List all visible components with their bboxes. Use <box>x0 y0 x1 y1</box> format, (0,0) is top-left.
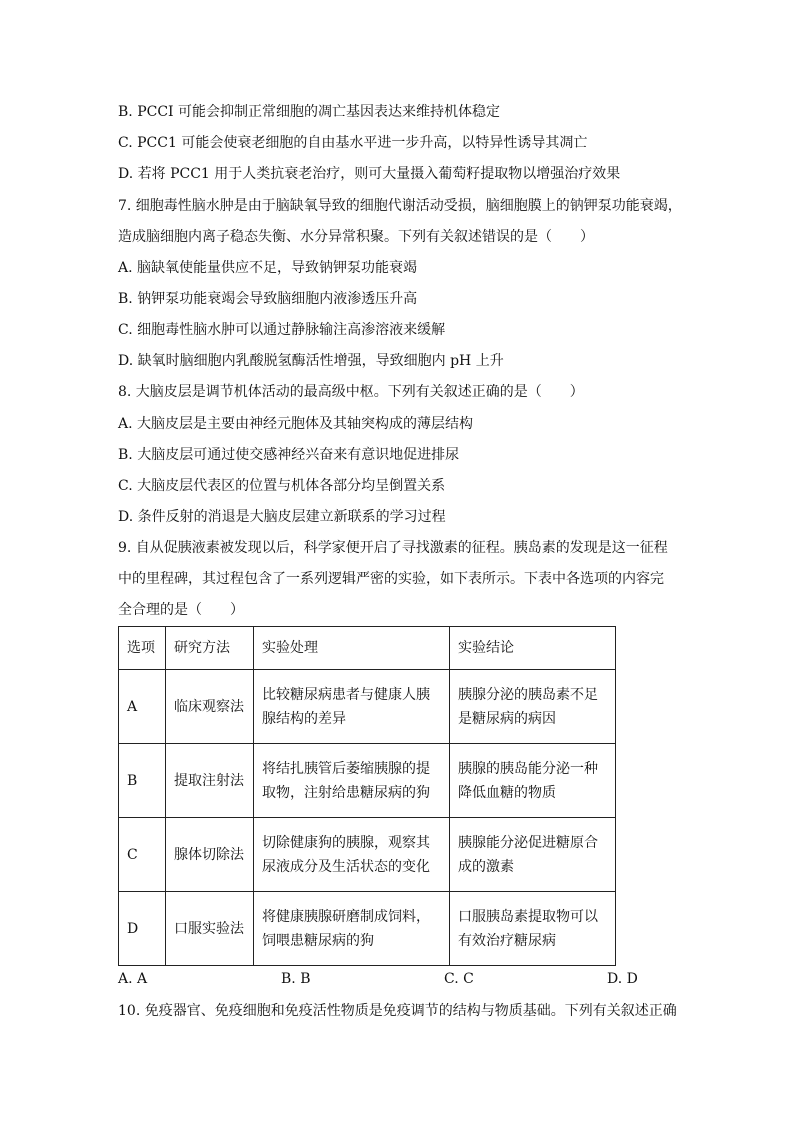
q6-option-d: D. 若将 PCC1 用于人类抗衰老治疗，则可大量摄入葡萄籽提取物以增强治疗效果 <box>118 166 621 182</box>
row-option: A <box>119 670 166 744</box>
table-row <box>119 892 616 966</box>
treatment-line: 饲喂患糖尿病的狗 <box>262 932 374 949</box>
q6-option-b: B. PCCI 可能会抑制正常细胞的凋亡基因表达来维持机体稳定 <box>118 104 501 120</box>
header-treatment: 实验处理 <box>254 627 450 670</box>
q7-option-a: A. 脑缺氧使能量供应不足，导致钠钾泵功能衰竭 <box>118 260 418 276</box>
row-treatment <box>254 892 450 966</box>
q7-option-c: C. 细胞毒性脑水肿可以通过静脉输注高渗溶液来缓解 <box>118 322 446 338</box>
row-option: D <box>119 892 166 966</box>
conclusion-line: 口服胰岛素提取物可以 <box>458 908 598 925</box>
row-method: 口服实验法 <box>166 892 254 966</box>
q8-option-d: D. 条件反射的消退是大脑皮层建立新联系的学习过程 <box>118 509 446 525</box>
experiment-table <box>118 626 616 966</box>
answer-option-d: D. D <box>607 971 638 987</box>
table-header-row <box>119 627 616 670</box>
q7-stem-line2: 造成脑细胞内离子稳态失衡、水分异常积聚。下列有关叙述错误的是（ ） <box>118 229 594 245</box>
answer-option-b: B. B <box>281 971 311 987</box>
row-option: B <box>119 744 166 818</box>
treatment-line: 取物，注射给患糖尿病的狗 <box>262 784 430 801</box>
q7-stem-line1: 7. 细胞毒性脑水肿是由于脑缺氧导致的细胞代谢活动受损，脑细胞膜上的钠钾泵功能衰竭， <box>118 198 682 214</box>
q9-answer-options <box>118 969 638 989</box>
header-option: 选项 <box>119 627 166 670</box>
table-row <box>119 818 616 892</box>
row-method: 临床观察法 <box>166 670 254 744</box>
q8-option-a: A. 大脑皮层是主要由神经元胞体及其轴突构成的薄层结构 <box>118 416 474 432</box>
row-treatment <box>254 818 450 892</box>
q10-stem-line1: 10. 免疫器官、免疫细胞和免疫活性物质是免疫调节的结构与物质基础。下列有关叙述正确 <box>118 1003 677 1019</box>
row-option: C <box>119 818 166 892</box>
conclusion-line: 胰腺分泌的胰岛素不足 <box>458 686 598 703</box>
treatment-line: 将健康胰腺研磨制成饲料， <box>262 908 430 925</box>
table-row <box>119 744 616 818</box>
row-method: 腺体切除法 <box>166 818 254 892</box>
conclusion-line: 胰腺能分泌促进糖原合 <box>458 834 598 851</box>
conclusion-line: 成的激素 <box>458 858 514 875</box>
conclusion-line: 有效治疗糖尿病 <box>458 932 556 949</box>
row-conclusion <box>450 744 616 818</box>
treatment-line: 尿液成分及生活状态的变化 <box>262 858 430 875</box>
q9-stem-line1: 9. 自从促胰液素被发现以后，科学家便开启了寻找激素的征程。胰岛素的发现是这一征程 <box>118 540 668 556</box>
q8-option-b: B. 大脑皮层可通过使交感神经兴奋来有意识地促进排尿 <box>118 447 460 463</box>
conclusion-line: 胰腺的胰岛能分泌一种 <box>458 760 598 777</box>
q7-option-d: D. 缺氧时脑细胞内乳酸脱氢酶活性增强，导致细胞内 pH 上升 <box>118 353 504 369</box>
answer-option-c: C. C <box>444 971 474 987</box>
treatment-line: 腺结构的差异 <box>262 710 346 727</box>
q7-option-b: B. 钠钾泵功能衰竭会导致脑细胞内液渗透压升高 <box>118 291 418 307</box>
treatment-line: 比较糖尿病患者与健康人胰 <box>262 686 430 703</box>
answer-option-a: A. A <box>118 971 148 987</box>
row-conclusion <box>450 818 616 892</box>
header-conclusion: 实验结论 <box>450 627 616 670</box>
row-conclusion <box>450 670 616 744</box>
row-conclusion <box>450 892 616 966</box>
treatment-line: 切除健康狗的胰腺，观察其 <box>262 834 430 851</box>
q6-option-c: C. PCC1 可能会使衰老细胞的自由基水平进一步升高，以特异性诱导其凋亡 <box>118 135 588 151</box>
q9-stem-line2: 中的里程碑，其过程包含了一系列逻辑严密的实验，如下表所示。下表中各选项的内容完 <box>118 571 664 587</box>
q9-stem-line3: 全合理的是（ ） <box>118 602 244 618</box>
row-method: 提取注射法 <box>166 744 254 818</box>
header-method: 研究方法 <box>166 627 254 670</box>
conclusion-line: 是糖尿病的病因 <box>458 710 556 727</box>
row-treatment <box>254 744 450 818</box>
table-row <box>119 670 616 744</box>
conclusion-line: 降低血糖的物质 <box>458 784 556 801</box>
treatment-line: 将结扎胰管后萎缩胰腺的提 <box>262 760 430 777</box>
q8-stem: 8. 大脑皮层是调节机体活动的最高级中枢。下列有关叙述正确的是（ ） <box>118 384 584 400</box>
q8-option-c: C. 大脑皮层代表区的位置与机体各部分均呈倒置关系 <box>118 478 446 494</box>
row-treatment <box>254 670 450 744</box>
